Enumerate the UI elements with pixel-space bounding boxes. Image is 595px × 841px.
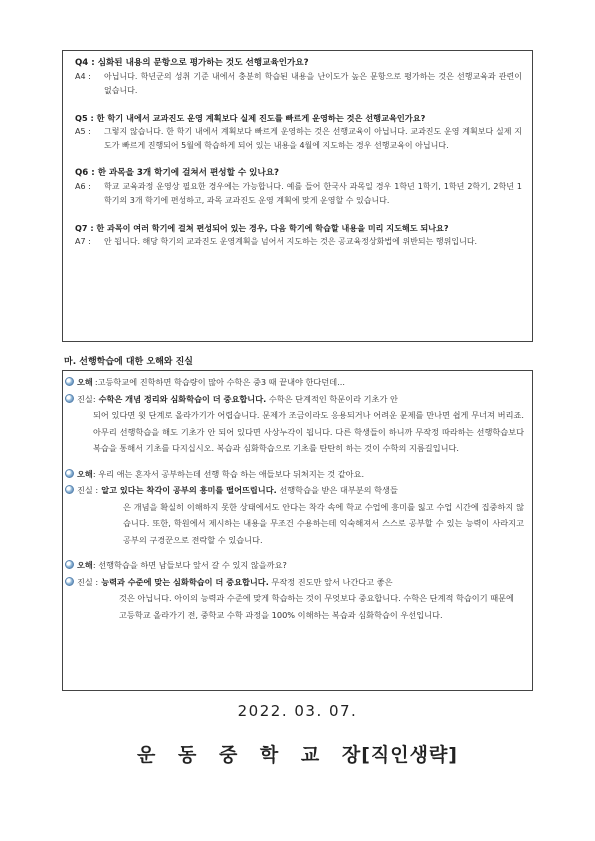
truth-label: 진실 : — [77, 485, 99, 495]
qa-item-q6 — [75, 167, 522, 208]
truth-row — [65, 482, 524, 499]
answer-label: A7 : — [75, 237, 91, 246]
myth-text: : 우리 애는 혼자서 공부하는데 선행 학습 하는 애들보다 뒤쳐지는 것 같아요. — [92, 468, 365, 479]
myth-row — [65, 374, 524, 391]
qa-item-q7 — [75, 222, 522, 249]
document-date: 2022. 03. 07. — [237, 702, 358, 720]
answer-label: A5 : — [75, 127, 91, 136]
truth-rest: 무작정 진도만 앞서 나간다고 좋은 — [268, 576, 393, 587]
question-text: Q4 : 심화된 내용의 문항으로 평가하는 것도 선행교육인가요? — [75, 58, 309, 68]
truth-label: 진실 : — [77, 576, 99, 587]
truth-rest: 수학은 단계적인 학문이라 기초가 안 — [266, 393, 398, 404]
myth-row — [65, 557, 524, 574]
answer-text: 그렇지 않습니다. 한 학기 내에서 계획보다 빠르게 운영하는 것은 선행교육이 아닙니다. 교과진도 운영 계획보다 실제 지도가 빠르게 진행되어 5월에 학습하게 되어 있는 내용을 4월에 지도하는 경우 선행교육이 아닙니다. — [104, 127, 522, 150]
truth-continuation: 것은 아닙니다. 아이의 능력과 수준에 맞게 학습하는 것이 무엇보다 중요합니다. 수학은 단계적 학습이기 때문에 고등학교 올라가기 전, 중학교 수학 과정을 100% 이해하는 복습과 심화학습이 우선입니다. — [119, 593, 514, 620]
truth-row — [65, 574, 524, 591]
signer-line: 운 동 중 학 교 장[직인생략] — [137, 744, 458, 766]
truth-rest: 선행학습을 받은 대부분의 학생들 — [276, 485, 398, 495]
truth-emphasis: 수학은 개념 정리와 심화학습이 더 중요합니다. — [98, 393, 267, 404]
truth-text — [99, 391, 524, 408]
myth-text: : 선행학습을 하면 남들보다 앞서 갈 수 있지 않을까요? — [92, 560, 287, 570]
answer — [75, 70, 522, 98]
bullet-icon — [65, 577, 74, 586]
myth-truth-box — [62, 370, 533, 691]
question-text: Q5 : 한 학기 내에서 교과진도 운영 계획보다 실제 진도를 빠르게 운영하는 것은 선행교육인가요? — [75, 113, 426, 123]
myth-text: :고등학교에 진학하면 학습량이 많아 수학은 중3 때 끝내야 한다던데... — [94, 377, 345, 387]
answer-label: A6 : — [75, 182, 91, 191]
bullet-icon — [65, 469, 74, 478]
answer-text: 학교 교육과정 운영상 필요한 경우에는 가능합니다. 예를 들어 한국사 과목일 경우 1학년 1학기, 1학년 2학기, 2학년 1학기의 3개 학기에 편성하고, 과목 교과진도 운영 계획에 맞게 운영할 수 있습니다. — [104, 182, 522, 205]
myth-label: 오해 — [77, 377, 93, 387]
question-text: Q6 : 한 과목을 3개 학기에 걸쳐서 편성할 수 있나요? — [75, 168, 280, 178]
qa-item-q4 — [75, 57, 522, 98]
myth-label: 오해 — [77, 468, 93, 479]
truth-text — [101, 482, 524, 499]
truth-continuation: 은 개념을 확실히 이해하지 못한 상태에서도 안다는 착각 속에 학교 수업에 흥미를 잃고 수업 시간에 집중하지 않습니다. 또한, 학원에서 제시하는 내용을 무조건 수용하는데 익숙해져서 스스로 공부할 수 있는 능력이 사라지고 공부의 구경꾼으로 전락할 수 있습니다. — [123, 501, 524, 545]
answer — [75, 180, 522, 208]
truth-label: 진실: — [77, 393, 96, 404]
myth-label: 오해 — [77, 560, 93, 570]
answer-text: 안 됩니다. 해당 학기의 교과진도 운영계획을 넘어서 지도하는 것은 공교육정상화법에 위반되는 행위입니다. — [104, 237, 478, 246]
bullet-icon — [65, 560, 74, 569]
qa-box — [62, 50, 533, 342]
truth-row — [65, 391, 524, 408]
truth-continuation: 되어 있다면 윗 단계로 올라가기가 어렵습니다. 문제가 조금이라도 응용되거나 어려운 문제를 만나면 쉽게 무너져 버리죠. 아무리 선행학습을 해도 기초가 안 되어 있다면 사상누각이 됩니다. 다른 학생들이 하니까 무작정 따라하는 선행학습보다 복습을 통해서 기초를 다지십시오. 복습과 심화학습으로 기초를 탄탄히 하는 것이 수학의 지름길입니다. — [93, 410, 524, 453]
bullet-icon — [65, 485, 74, 494]
section-title: 마. 선행학습에 대한 오해와 진실 — [64, 357, 193, 367]
myth-row — [65, 466, 524, 483]
bullet-icon — [65, 394, 74, 403]
answer — [75, 235, 522, 249]
truth-text — [101, 574, 524, 591]
answer — [75, 125, 522, 153]
spacer — [65, 457, 524, 466]
qa-item-q5 — [75, 112, 522, 153]
bullet-icon — [65, 377, 74, 386]
answer-text: 아닙니다. 학년군의 성취 기준 내에서 충분히 학습된 내용을 난이도가 높은 문항으로 평가하는 것은 선행교육과 관련이 없습니다. — [104, 72, 522, 95]
question-text: Q7 : 한 과목이 여러 학기에 걸쳐 편성되어 있는 경우, 다음 학기에 학습할 내용을 미리 지도해도 되나요? — [75, 223, 449, 233]
truth-emphasis: 알고 있다는 착각이 공부의 흥미를 떨어뜨립니다. — [101, 485, 277, 495]
spacer — [65, 548, 524, 557]
answer-label: A4 : — [75, 72, 91, 81]
truth-emphasis: 능력과 수준에 맞는 심화학습이 더 중요합니다. — [101, 576, 269, 587]
